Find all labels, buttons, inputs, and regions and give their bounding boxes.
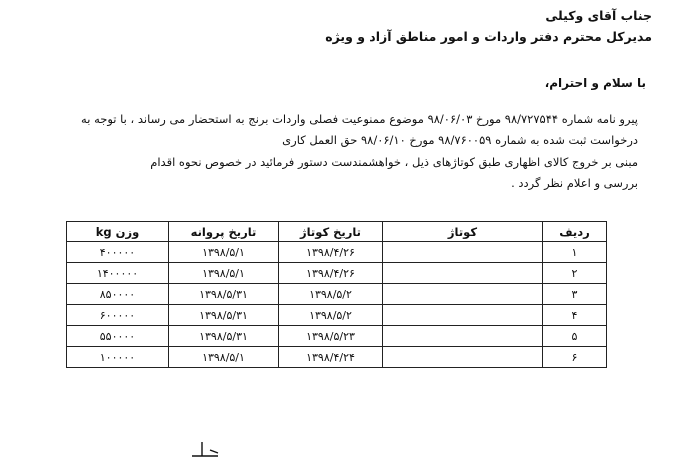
cell-quota: [383, 326, 543, 347]
table-row: [67, 242, 607, 263]
cell-weight: ۶۰۰۰۰۰: [67, 305, 169, 326]
table-header-row: [67, 222, 607, 242]
cell-quota-date: ۱۳۹۸/۵/۲: [279, 284, 383, 305]
redaction-mask: [383, 263, 501, 284]
cell-quota: [383, 263, 543, 284]
cell-weight: ۸۵۰۰۰۰: [67, 284, 169, 305]
cell-weight: ۵۵۰۰۰۰: [67, 326, 169, 347]
redaction-mask: [383, 284, 501, 305]
table-row: [67, 347, 607, 368]
cell-weight: ۱۰۰۰۰۰: [67, 347, 169, 368]
body-line-1: پیرو نامه شماره ۹۸/۷۲۷۵۴۴ مورخ ۹۸/۰۶/۰۳ موضوع ممنوعیت فصلی واردات برنج به استحضار می رساند ، با توجه به: [81, 112, 638, 126]
header-permit-date: تاریخ پروانه: [169, 222, 279, 242]
cell-quota-date: ۱۳۹۸/۵/۲۳: [279, 326, 383, 347]
cell-permit-date: ۱۳۹۸/۵/۳۱: [169, 305, 279, 326]
header-quota-date: تاریخ کوتاژ: [279, 222, 383, 242]
cell-row-number: ۳: [543, 284, 607, 305]
table-row: [67, 326, 607, 347]
cell-weight: ۴۰۰۰۰۰: [67, 242, 169, 263]
cell-permit-date: ۱۳۹۸/۵/۳۱: [169, 326, 279, 347]
table-row: [67, 284, 607, 305]
cell-permit-date: ۱۳۹۸/۵/۳۱: [169, 284, 279, 305]
cell-weight: ۱۴۰۰۰۰۰: [67, 263, 169, 284]
cell-quota: [383, 284, 543, 305]
header-weight: وزن kg: [67, 222, 169, 242]
cell-permit-date: ۱۳۹۸/۵/۱: [169, 347, 279, 368]
body-line-3: مبنی بر خروج کالای اظهاری طبق کوتاژهای ذیل ، خواهشمندست دستور فرمائید در خصوص نحوه اقدام: [150, 155, 638, 169]
recipient-title: مدیرکل محترم دفتر واردات و امور مناطق آزاد و ویژه: [325, 29, 652, 44]
redaction-mask: [383, 242, 501, 263]
cell-quota-date: ۱۳۹۸/۴/۲۶: [279, 263, 383, 284]
cell-row-number: ۴: [543, 305, 607, 326]
cell-quota-date: ۱۳۹۸/۴/۲۶: [279, 242, 383, 263]
redaction-mask: [383, 347, 501, 368]
header-row-number: ردیف: [543, 222, 607, 242]
signature-stroke: [188, 440, 224, 458]
cell-row-number: ۶: [543, 347, 607, 368]
body-line-4: بررسی و اعلام نظر گردد .: [511, 176, 638, 190]
redaction-mask: [383, 326, 501, 347]
customs-table: [66, 221, 607, 368]
cell-quota: [383, 305, 543, 326]
cell-quota: [383, 347, 543, 368]
cell-permit-date: ۱۳۹۸/۵/۱: [169, 242, 279, 263]
cell-row-number: ۵: [543, 326, 607, 347]
cell-row-number: ۱: [543, 242, 607, 263]
table-row: [67, 305, 607, 326]
redaction-mask: [383, 305, 501, 326]
cell-permit-date: ۱۳۹۸/۵/۱: [169, 263, 279, 284]
cell-quota-date: ۱۳۹۸/۵/۲: [279, 305, 383, 326]
table-row: [67, 263, 607, 284]
cell-quota: [383, 242, 543, 263]
cell-quota-date: ۱۳۹۸/۴/۲۴: [279, 347, 383, 368]
header-quota: کوتاژ: [383, 222, 543, 242]
cell-row-number: ۲: [543, 263, 607, 284]
recipient-name: جناب آقای وکیلی: [545, 8, 652, 23]
body-line-2: درخواست ثبت شده به شماره ۹۸/۷۶۰۰۵۹ مورخ ۹۸/۰۶/۱۰ حق العمل کاری: [282, 133, 638, 147]
greeting: با سلام و احترام،: [544, 76, 646, 90]
